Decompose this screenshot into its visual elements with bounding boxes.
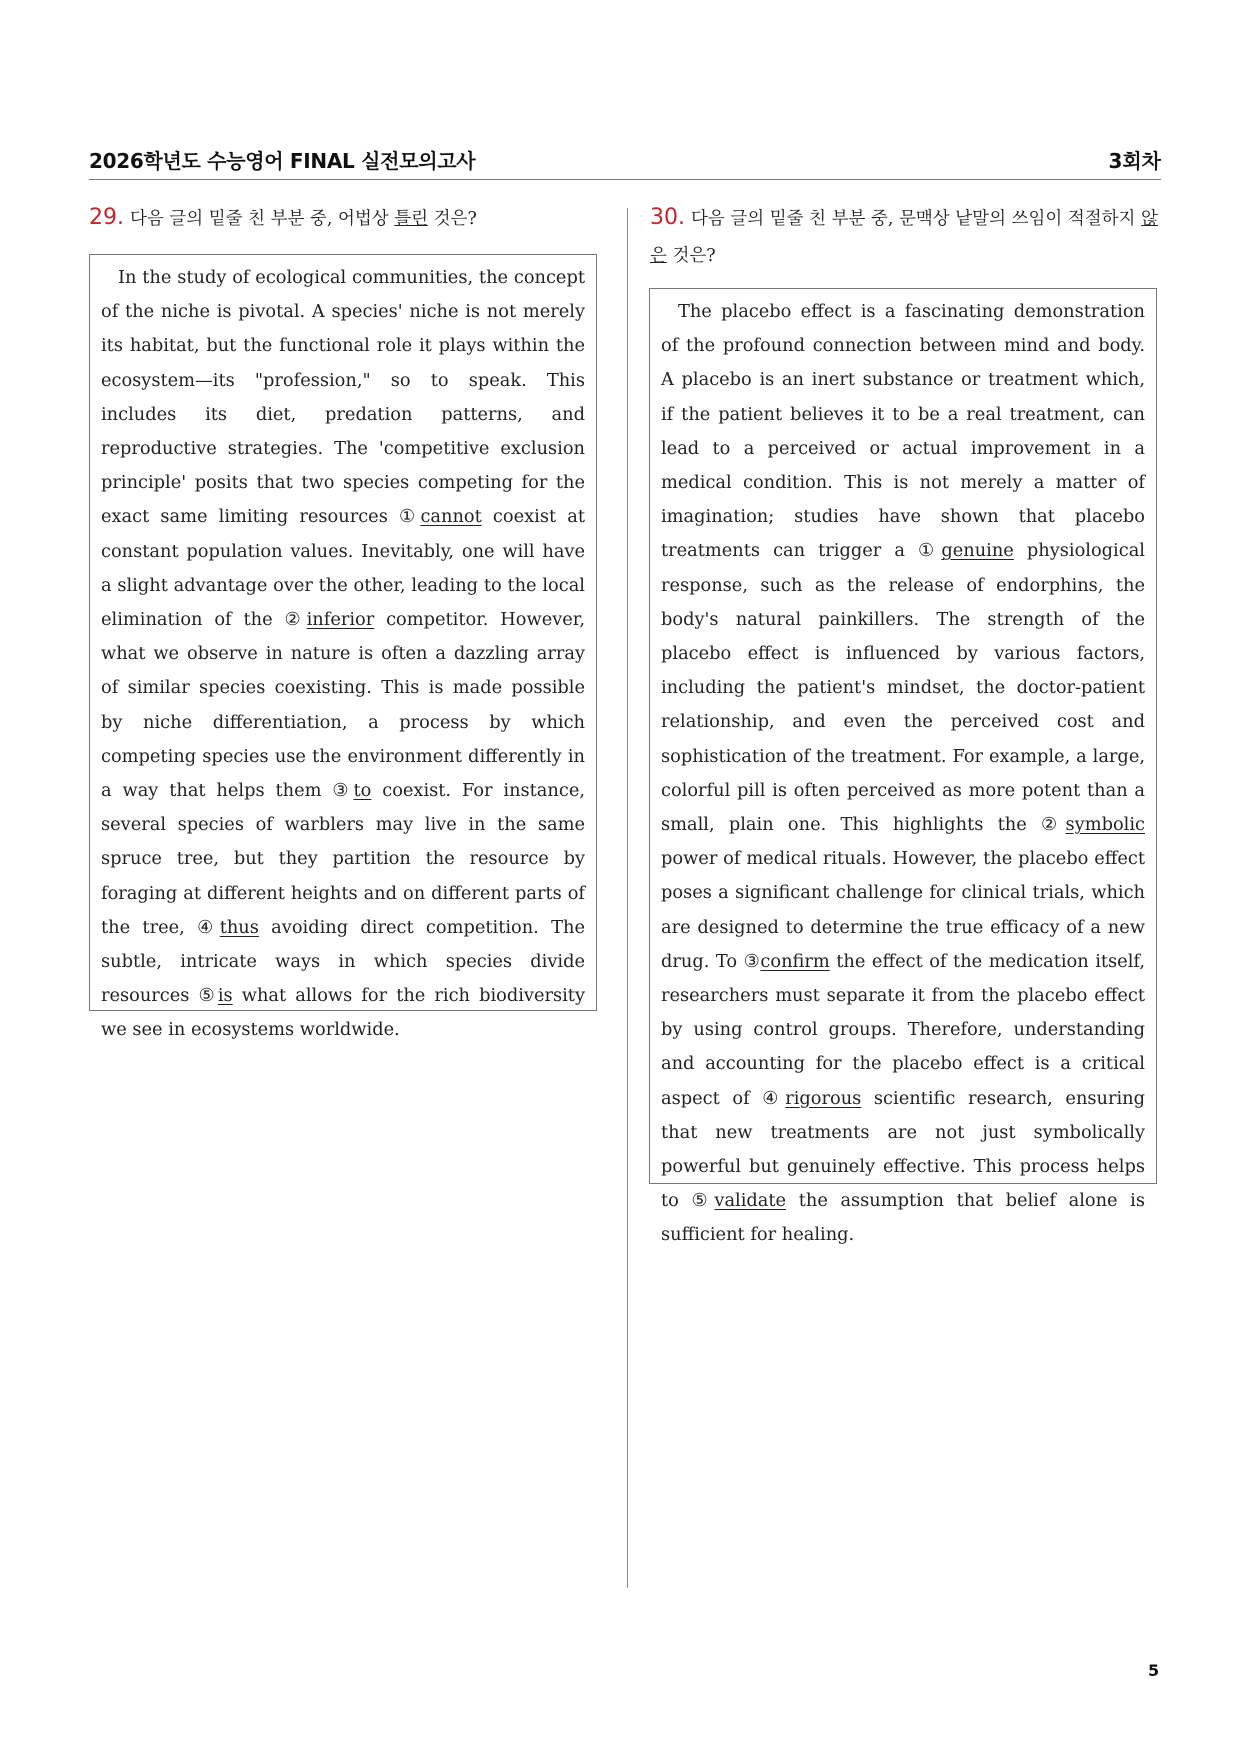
choice-29-4-marker: ④ xyxy=(197,916,220,938)
passage-30-text xyxy=(661,295,1145,1253)
question-29-number: 29. xyxy=(89,205,124,230)
choice-29-5-marker: ⑤ xyxy=(198,985,218,1007)
passage-29-segment: In the study of ecological communities, the concept of the niche is pivotal. A species' niche is not merely its habitat, but the functional role it plays within the ecosystem—its "profession," so to speak. This includes its diet, predation patterns, and reproductive strategies. The 'competitive exclusion principle' posits that two species competing for the exact same limiting resources xyxy=(101,267,585,528)
choice-30-4-word: rigorous xyxy=(785,1087,862,1109)
question-30-number: 30. xyxy=(650,205,685,230)
passage-29-segment: competitor. However, what we observe in nature is often a dazzling array of similar species coexisting. This is made possible by niche differentiation, a process by which competing species use the environment differently in a way that helps them xyxy=(101,609,585,802)
exam-round: 3회차 xyxy=(1108,149,1161,173)
choice-29-2-word: inferior xyxy=(306,609,375,631)
question-29-prompt-text: 다음 글의 밑줄 친 부분 중, 어법상 xyxy=(130,209,395,229)
choice-30-1-marker: ① xyxy=(917,540,942,562)
question-29-passage xyxy=(89,254,597,1041)
question-30-passage xyxy=(649,288,1157,1246)
column-divider xyxy=(627,208,628,1588)
passage-29-segment: coexist. For instance, several species of warblers may live in the same spruce tree, but they partition the resource by foraging at different heights and on different parts of the tree, xyxy=(101,780,585,938)
passage-30-segment: physiological response, such as the release of endorphins, the body's natural painkillers. The strength of the placebo effect is influenced by various factors, including the patient's mindset, the doctor-patient relationship, and even the perceived cost and sophistication of the treatment. For example, a large, colorful pill is often perceived as more potent than a small, plain one. This highlights the xyxy=(661,540,1145,836)
choice-30-5-marker: ⑤ xyxy=(691,1190,715,1212)
choice-29-3-word: to xyxy=(353,780,372,802)
passage-30-segment: The placebo effect is a fascinating demonstration of the profound connection between mind and body. A placebo is an inert substance or treatment which, if the patient believes it to be a real treatment, can lead to a perceived or actual improvement in a medical condition. This is not merely a matter of imagination; studies have shown that placebo treatments can trigger a xyxy=(661,301,1145,562)
choice-29-3-marker: ③ xyxy=(332,780,354,802)
choice-30-2-word: symbolic xyxy=(1065,814,1145,836)
question-29-prompt-keyword: 틀린 xyxy=(394,209,429,229)
choice-30-3-word: confirm xyxy=(760,950,830,972)
question-30-prompt-text: 다음 글의 밑줄 친 부분 중, 문맥상 낱말의 쓰임이 적절하지 xyxy=(691,209,1142,229)
passage-30-segment: the effect of the medication itself, researchers must separate it from the placebo effect by using control groups. Therefore, understanding and accounting for the placebo effect is a critical aspect of xyxy=(661,950,1145,1109)
page-number: 5 xyxy=(1148,1661,1160,1680)
question-30-prompt xyxy=(650,199,1170,275)
choice-29-4-word: thus xyxy=(219,916,259,938)
choice-29-5-word: is xyxy=(217,985,233,1007)
passage-30-segment: power of medical rituals. However, the placebo effect poses a significant challenge for clinical trials, which are designed to determine the true efficacy of a new drug. To xyxy=(661,848,1145,972)
question-30-prompt-keyword: 않은 xyxy=(650,209,1158,266)
exam-title: 2026학년도 수능영어 FINAL 실전모의고사 xyxy=(89,149,476,173)
passage-29-segment: coexist at constant population values. Inevitably, one will have a slight advantage over the other, leading to the local elimination of the xyxy=(101,506,585,631)
question-29-prompt xyxy=(89,199,621,238)
question-29-prompt-end: 것은? xyxy=(428,209,477,229)
choice-30-1-word: genuine xyxy=(941,540,1014,562)
question-30-prompt-end: 것은? xyxy=(666,246,716,266)
choice-29-2-marker: ② xyxy=(284,609,307,631)
choice-29-1-marker: ① xyxy=(398,506,421,528)
passage-30-segment: scientific research, ensuring that new treatments are not just symbolically powerful but genuinely effective. This process helps to xyxy=(661,1087,1146,1212)
choice-30-3-marker: ③ xyxy=(743,950,761,972)
passage-29-segment: avoiding direct competition. The subtle, intricate ways in which species divide resources xyxy=(101,916,585,1007)
passage-29-segment: what allows for the rich biodiversity we see in ecosystems worldwide. xyxy=(101,985,585,1041)
choice-29-1-word: cannot xyxy=(420,506,482,528)
choice-30-4-marker: ④ xyxy=(762,1087,786,1109)
passage-29-text xyxy=(101,261,585,1048)
choice-30-2-marker: ② xyxy=(1040,814,1066,836)
passage-30-segment: the assumption that belief alone is sufficient for healing. xyxy=(661,1190,1145,1246)
page-header xyxy=(89,143,1161,180)
choice-30-5-word: validate xyxy=(714,1190,787,1212)
